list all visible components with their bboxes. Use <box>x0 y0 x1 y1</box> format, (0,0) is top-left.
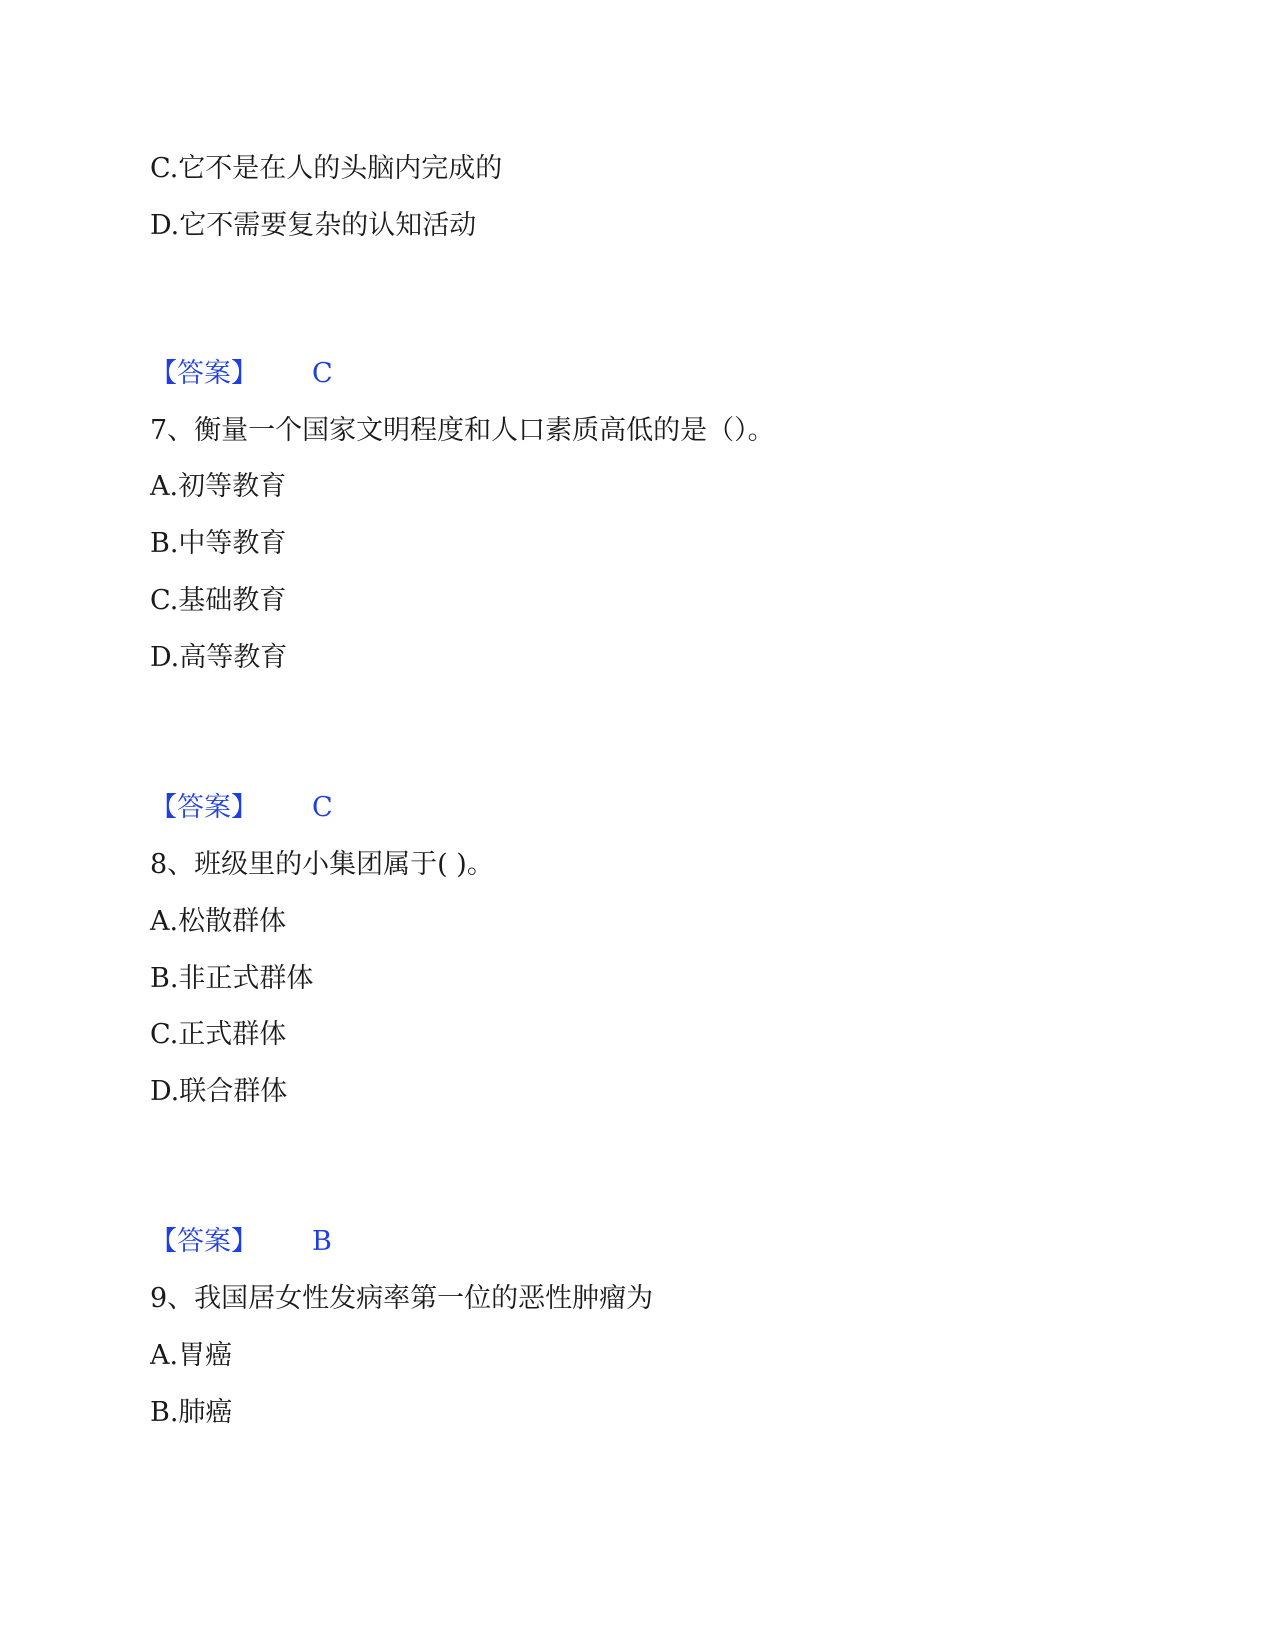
q9-option-a: A.胃癌 <box>150 1340 233 1371</box>
q7-answer <box>150 791 333 825</box>
q7-option-c: C.基础教育 <box>150 585 287 616</box>
answer-label: 【答案】 <box>150 792 258 823</box>
q8-option-d: D.联合群体 <box>150 1076 288 1107</box>
q8-answer <box>150 1225 332 1259</box>
answer-label: 【答案】 <box>150 358 258 389</box>
q8-option-b: B.非正式群体 <box>150 963 314 994</box>
q7-option-b: B.中等教育 <box>150 528 287 559</box>
q8-option-c: C.正式群体 <box>150 1019 287 1050</box>
q6-answer <box>150 357 333 391</box>
answer-value: B <box>312 1226 332 1257</box>
q9-question: 9、我国居女性发病率第一位的恶性肿瘤为 <box>150 1283 654 1314</box>
q6-option-d: D.它不需要复杂的认知活动 <box>150 210 477 241</box>
answer-label: 【答案】 <box>150 1226 258 1257</box>
answer-value: C <box>312 792 333 823</box>
q8-question: 8、班级里的小集团属于( )。 <box>150 849 494 880</box>
q7-question: 7、衡量一个国家文明程度和人口素质高低的是（）。 <box>150 415 775 446</box>
q9-option-b: B.肺癌 <box>150 1397 233 1428</box>
q8-option-a: A.松散群体 <box>150 906 287 937</box>
answer-value: C <box>312 358 333 389</box>
q6-option-c: C.它不是在人的头脑内完成的 <box>150 153 503 184</box>
q7-option-d: D.高等教育 <box>150 642 288 673</box>
q7-option-a: A.初等教育 <box>150 471 287 502</box>
